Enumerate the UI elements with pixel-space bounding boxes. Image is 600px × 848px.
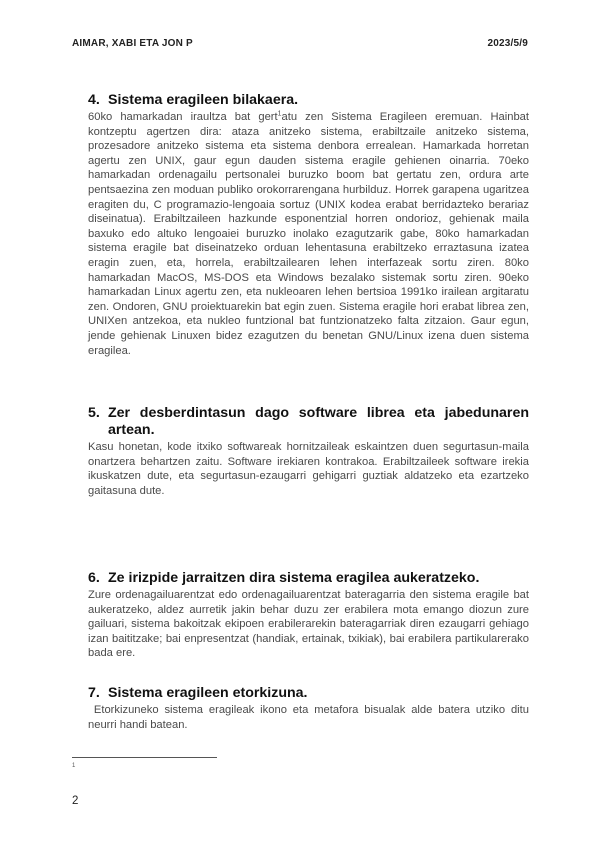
page-number: 2 — [72, 795, 79, 807]
section-body: Etorkizuneko sistema eragileak ikono eta metafora bisualak alde batera utziko ditu neurri handi batean. — [88, 704, 533, 731]
section-4 — [88, 92, 529, 358]
heading-title: Zer desberdintasun dago software librea eta jabedunaren artean. — [108, 405, 529, 438]
heading-title: Sistema eragileen bilakaera. — [108, 92, 299, 108]
body-text: 60ko hamarkadan iraultza bat gert — [88, 111, 278, 123]
heading-number: 6. — [88, 570, 100, 586]
section-body — [88, 110, 529, 358]
heading-number: 7. — [88, 685, 100, 701]
header-authors: AIMAR, XABI ETA JON P — [72, 38, 193, 49]
heading-number: 5. — [88, 405, 100, 421]
section-7 — [88, 685, 533, 732]
section-heading — [88, 570, 529, 587]
heading-title: Sistema eragileen etorkizuna. — [108, 685, 308, 701]
heading-title: Ze irizpide jarraitzen dira sistema eragilea aukeratzeko. — [108, 570, 480, 586]
section-heading — [88, 685, 529, 702]
section-5 — [88, 405, 529, 498]
section-body: Kasu honetan, kode itxiko softwareak hornitzaileak eskaintzen duen segurtasun-maila onartzera behartzen zaitu. Software irekiaren kontrakoa. Erabiltzaileek software irekia ikuskatzen dute, eta segurtasun-ezaugarri gehigarri guztiak aldatzeko eta ezartzeko gaitasuna dute. — [88, 441, 529, 497]
section-heading — [88, 92, 529, 109]
section-heading — [88, 405, 529, 439]
heading-number: 4. — [88, 92, 100, 108]
footnote-reference[interactable]: 1 — [277, 110, 282, 118]
footnote-separator — [72, 757, 217, 758]
header-date: 2023/5/9 — [487, 38, 528, 49]
section-body: Zure ordenagailuarentzat edo ordenagailuarentzat bateragarria den sistema eragile bat aukeratzeko, aldez aurretik jakin behar duzu zer erabilera mota emango diozun zure gailuari, sistema bakoitzak ekipoen erabilerarekin bateragarriak diren ezaugarri gehiago izan baititzake; bai enpresentzat (handiak, ertainak, txikiak), bai erabilera partikularerako bada ere. — [88, 589, 529, 660]
section-6 — [88, 570, 529, 661]
body-text: atu zen Sistema Eragileen eremuan. Hainbat kontzeptu agertzen dira: ataza anitzeko sistema, erabiltzaile anitzeko sistema, prozesadore anitzeko sistema eta sistema denbora errealean. Hamarkada horretan agertu zen UNIX, gaur egun dauden sistema eragile gehienen oinarria. 70eko hamarkadan ordenagailu pertsonalei buruzko boom bat gertatu zen, ordura arte pentsaezina zen moduan publiko orokorrarengana hurbilduz. Horrek garapena ugaritzea eragiten du, C programazio-lengoaia sortuz (UNIX kodea erabat berridazteko berariaz diseinatua). Erabiltzaileen hazkunde esponentzial horren ondorioz, gehienak maila baxuko edo altuko lengoaiei buruzko inolako ezagutzarik gabe, 80ko hamarkadan sistema eragile bat diseinatzeko orduan lehentasuna erabiltzeko erraztasuna izatea eragin zuen, eta, horrela, erabiltzailearen lehen interfazeak sortu ziren. 80ko hamarkadan MacOS, MS-DOS eta Windows bezalako sistemak sortu ziren. 90eko hamarkadan Linux agertu zen, eta nukleoaren lehen bertsioa 1991ko irailean argitaratu zen. Ondoren, GNU proiektuarekin bat egin zuen. Sistema eragile hori erabat librea zen, UNIXen antzekoa, eta nukleo funtzional bat funtzionatzeko falta zitzaion. Gaur egun, jende gehienak Linuxen bidez ezagutzen du benetan GNU/Linux izena duen sistema eragilea. — [88, 111, 530, 357]
footnote-marker: 1 — [72, 763, 76, 769]
